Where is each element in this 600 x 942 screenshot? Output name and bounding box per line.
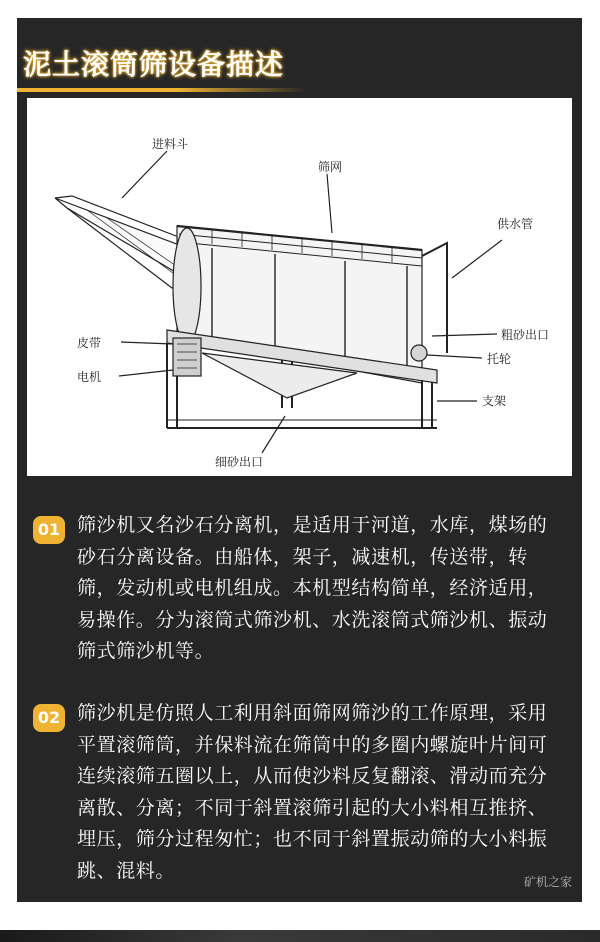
paragraph-1-text: 筛沙机又名沙石分离机，是适用于河道，水库，煤场的砂石分离设备。由船体，架子，减速机，传送带，转筛，发动机或电机组成。本机型结构简单，经济适用，易操作。分为滚筒式筛沙机、水洗滚筒式筛沙机、振动筛式筛沙机等。 [77, 514, 548, 662]
page-title: 泥土滚筒筛设备描述 [23, 48, 285, 81]
number-badge-01: 01 [33, 516, 65, 544]
label-coarse-outlet: 粗砂出口 [501, 328, 550, 342]
hopper-chute [55, 198, 187, 273]
label-hopper: 进料斗 [152, 137, 189, 151]
bottom-strip [0, 930, 600, 942]
paragraph-2-text: 筛沙机是仿照人工利用斜面筛网筛沙的工作原理，采用平置滚筛筒，并保料流在筛筒中的多圈内螺旋叶片间可连续滚筛五圈以上，从而使沙料反复翻滚、滑动而充分离散、分离；不同于斜置滚筛引起的大小料相互推挤、埋压，筛分过程匆忙；也不同于斜置振动筛的大小料振跳、混料。 [77, 702, 548, 882]
label-fine-outlet: 细砂出口 [215, 455, 264, 469]
label-roller: 托轮 [487, 352, 512, 366]
label-belt: 皮带 [77, 336, 102, 350]
content-card [17, 18, 582, 902]
title-underline [17, 88, 307, 92]
label-stand: 支架 [482, 394, 507, 408]
roller [411, 345, 427, 361]
label-motor: 电机 [77, 370, 102, 384]
machine-diagram [27, 98, 572, 476]
number-badge-02: 02 [33, 704, 65, 732]
label-water-pipe: 供水管 [497, 217, 534, 231]
label-screen: 筛网 [318, 160, 343, 174]
section-header [17, 36, 323, 90]
diagram-svg [27, 98, 572, 476]
watermark: 矿机之家 [523, 875, 572, 889]
